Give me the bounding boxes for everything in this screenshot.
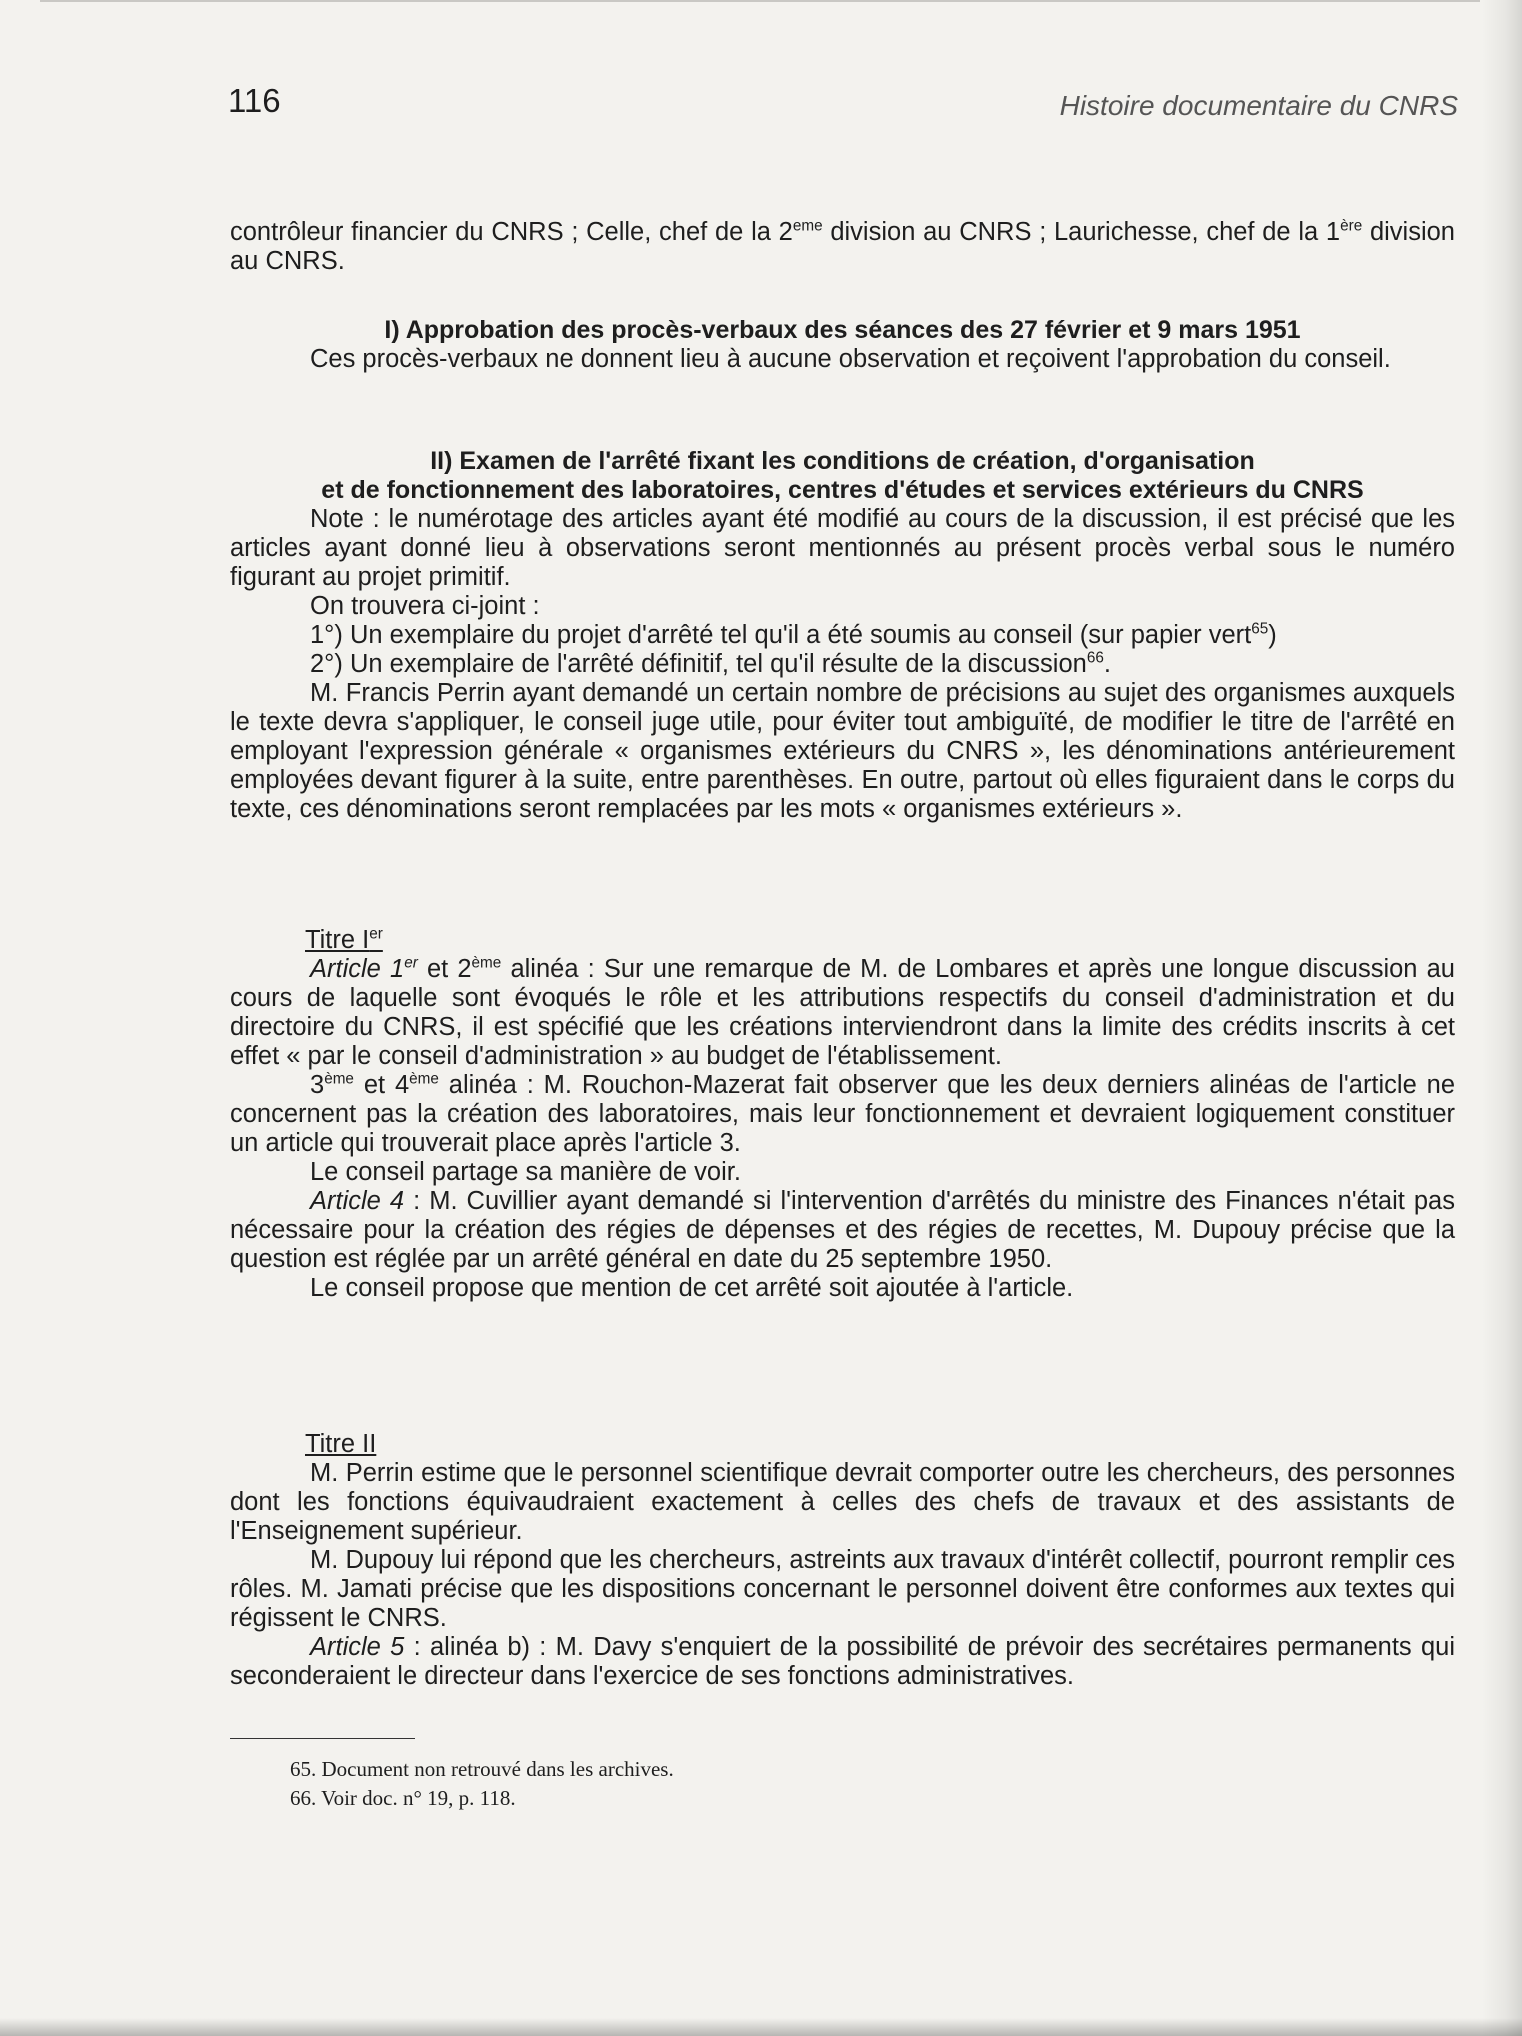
paragraph: Le conseil partage sa manière de voir. [310,1158,741,1186]
paragraph-article-4: Article 4 : M. Cuvillier ayant demandé si l'intervention d'arrêtés du ministre des Finances n'était pas nécessaire pour la création des régies de dépenses et des régies de recettes, M. Dupouy précise que la question est réglée par un arrêté général en date du 25 septembre 1950. [230,1187,1455,1273]
titre-heading: Titre Ier [305,925,383,954]
titre-2-section [230,1430,1455,1691]
page-bottom-shadow [0,2018,1522,2036]
section-heading-line2: et de fonctionnement des laboratoires, centres d'études et services extérieurs du CNRS [321,476,1364,504]
list-item: 2°) Un exemplaire de l'arrêté définitif, tel qu'il résulte de la discussion$^{66}$. [310,649,1111,678]
footnote-rule [230,1738,415,1739]
section-2 [230,447,1455,824]
footnote: 66. Voir doc. n° 19, p. 118. [290,1786,516,1810]
paragraph: M. Perrin estime que le personnel scientifique devrait comporter outre les chercheurs, des personnes dont les fonctions équivaudraient exactement à celles des chefs de travaux et des assistants de l'Enseignement supérieur. [230,1459,1455,1545]
titre-heading: Titre II [305,1430,377,1458]
paragraph: M. Francis Perrin ayant demandé un certain nombre de précisions au sujet des organismes auxquels le texte devra s'appliquer, le conseil juge utile, pour éviter tout ambiguïté, de modifier le titre de l'arrêté en employant l'expression générale « organismes extérieurs du CNRS », les dénominations antérieurement employées devant figurer à la suite, entre parenthèses. En outre, partout où elles figuraient dans le corps du texte, ces dénominations seront remplacées par les mots « organismes extérieurs ». [230,679,1455,823]
page-number: 116 [228,82,281,119]
page-right-shadow [1482,0,1522,2036]
page-top-edge [40,0,1480,12]
paragraph: Le conseil propose que mention de cet arrêté soit ajoutée à l'article. [310,1274,1074,1302]
footnotes [290,1755,674,1813]
paragraph: On trouvera ci-joint : [310,592,540,620]
running-title: Histoire documentaire du CNRS [1059,90,1458,121]
paragraph: 3ème et 4ème alinéa : M. Rouchon-Mazerat fait observer que les deux derniers alinéas de l'article ne concernent pas la création des laboratoires, mais leur fonctionnement et devraient logiquement constituer un article qui trouverait place après l'article 3. [230,1070,1456,1157]
paragraph-note: Note : le numérotage des articles ayant été modifié au cours de la discussion, il est précisé que les articles ayant donné lieu à observations seront mentionnés au présent procès verbal sous le numéro figurant au projet primitif. [230,505,1455,591]
section-heading-line1: II) Examen de l'arrêté fixant les conditions de création, d'organisation [430,447,1255,475]
section-1 [230,316,1455,374]
footnote: 65. Document non retrouvé dans les archives. [290,1757,674,1781]
list-item: 1°) Un exemplaire du projet d'arrêté tel qu'il a été soumis au conseil (sur papier vert$^{65}$) [310,620,1277,649]
paragraph: Ces procès-verbaux ne donnent lieu à aucune observation et reçoivent l'approbation du conseil. [310,345,1391,373]
page-body [230,218,1455,276]
titre-1-section [230,926,1455,1303]
section-heading: I) Approbation des procès-verbaux des séances des 27 février et 9 mars 1951 [384,316,1301,344]
paragraph-continuation: contrôleur financier du CNRS ; Celle, chef de la 2eme division au CNRS ; Laurichesse, chef de la 1ère division au CNRS. [230,217,1455,275]
paragraph: M. Dupouy lui répond que les chercheurs, astreints aux travaux d'intérêt collectif, pourront remplir ces rôles. M. Jamati précise que les dispositions concernant le personnel doivent être conformes aux textes qui régissent le CNRS. [230,1546,1455,1632]
paragraph-article-5: Article 5 : alinéa b) : M. Davy s'enquiert de la possibilité de prévoir des secrétaires permanents qui seconderaient le directeur dans l'exercice de ses fonctions administratives. [230,1633,1455,1690]
paragraph-article-1: Article 1er et 2ème alinéa : Sur une remarque de M. de Lombares et après une longue discussion au cours de laquelle sont évoqués le rôle et les attributions respectifs du conseil d'administration et du directoire du CNRS, il est spécifié que les créations interviendront dans la limite des crédits inscrits à cet effet « par le conseil d'administration » au budget de l'établissement. [230,954,1455,1070]
